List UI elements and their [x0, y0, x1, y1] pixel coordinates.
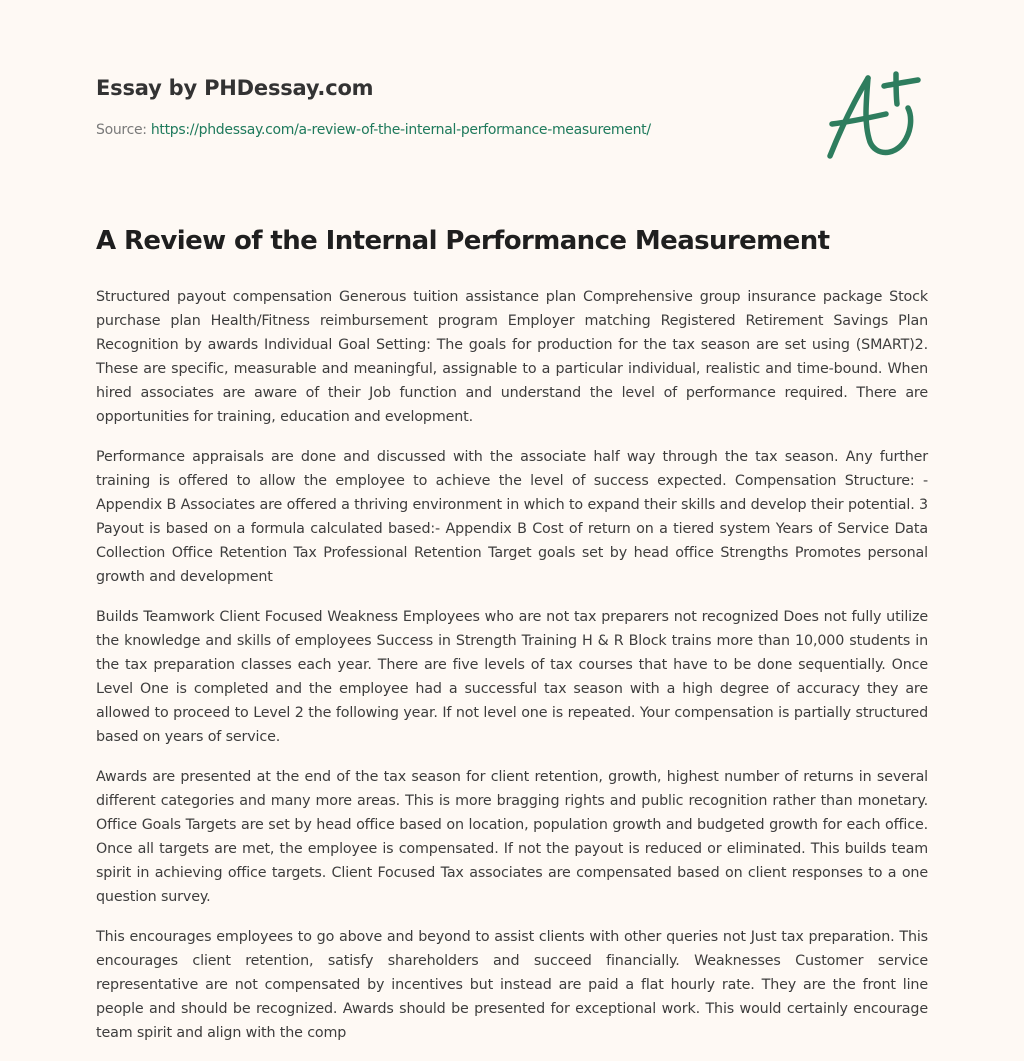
source-label: Source: — [96, 122, 151, 138]
site-title: Essay by PHDessay.com — [96, 76, 374, 100]
source-line — [96, 122, 796, 138]
source-link[interactable]: https://phdessay.com/a-review-of-the-internal-performance-measurement/ — [150, 122, 651, 138]
page-header — [96, 76, 796, 138]
article-title: A Review of the Internal Performance Measurement — [96, 226, 830, 256]
article-body — [96, 285, 928, 1061]
paragraph: Structured payout compensation Generous tuition assistance plan Comprehensive group insurance package Stock purchase plan Health/Fitness reimbursement program Employer matching Registered Retirement Savings Plan Recognition by awards Individual Goal Setting: The goals for production for the tax season are set using (SMART)2. These are specific, measurable and meaningful, assignable to a particular individual, realistic and time-bound. When hired associates are aware of their Job function and understand the level of performance required. There are opportunities for training, education and evelopment. — [96, 289, 928, 425]
paragraph: Builds Teamwork Client Focused Weakness Employees who are not tax preparers not recognized Does not fully utilize the knowledge and skills of employees Success in Strength Training H & R Block trains more than 10,000 students in the tax preparation classes each year. There are five levels of tax courses that have to be done sequentially. Once Level One is completed and the employee had a successful tax season with a high degree of accuracy they are allowed to proceed to Level 2 the following year. If not level one is repeated. Your compensation is partially structured based on years of service. — [96, 609, 928, 745]
paragraph: This encourages employees to go above and beyond to assist clients with other queries not Just tax preparation. This encourages client retention, satisfy shareholders and succeed financially. Weaknesses Customer service representative are not compensated by incentives but instead are paid a flat hourly rate. They are the front line people and should be recognized. Awards should be presented for exceptional work. This would certainly encourage team spirit and align with the comp — [96, 929, 928, 1041]
paragraph: Performance appraisals are done and discussed with the associate half way through the tax season. Any further training is offered to allow the employee to achieve the level of success expected. Compensation Structure: - Appendix B Associates are offered a thriving environment in which to expand their skills and develop their potential. 3 Payout is based on a formula calculated based:- Appendix B Cost of return on a tiered system Years of Service Data Collection Office Retention Tax Professional Retention Target goals set by head office Strengths Promotes personal growth and development — [96, 449, 928, 585]
paragraph: Awards are presented at the end of the tax season for client retention, growth, highest number of returns in several different categories and many more areas. This is more bragging rights and public recognition rather than monetary. Office Goals Targets are set by head office based on location, population growth and budgeted growth for each office. Once all targets are met, the employee is compensated. If not the payout is reduced or eliminated. This builds team spirit in achieving office targets. Client Focused Tax associates are compensated based on client responses to a one question survey. — [96, 769, 928, 905]
a-plus-grade-icon — [822, 64, 932, 168]
